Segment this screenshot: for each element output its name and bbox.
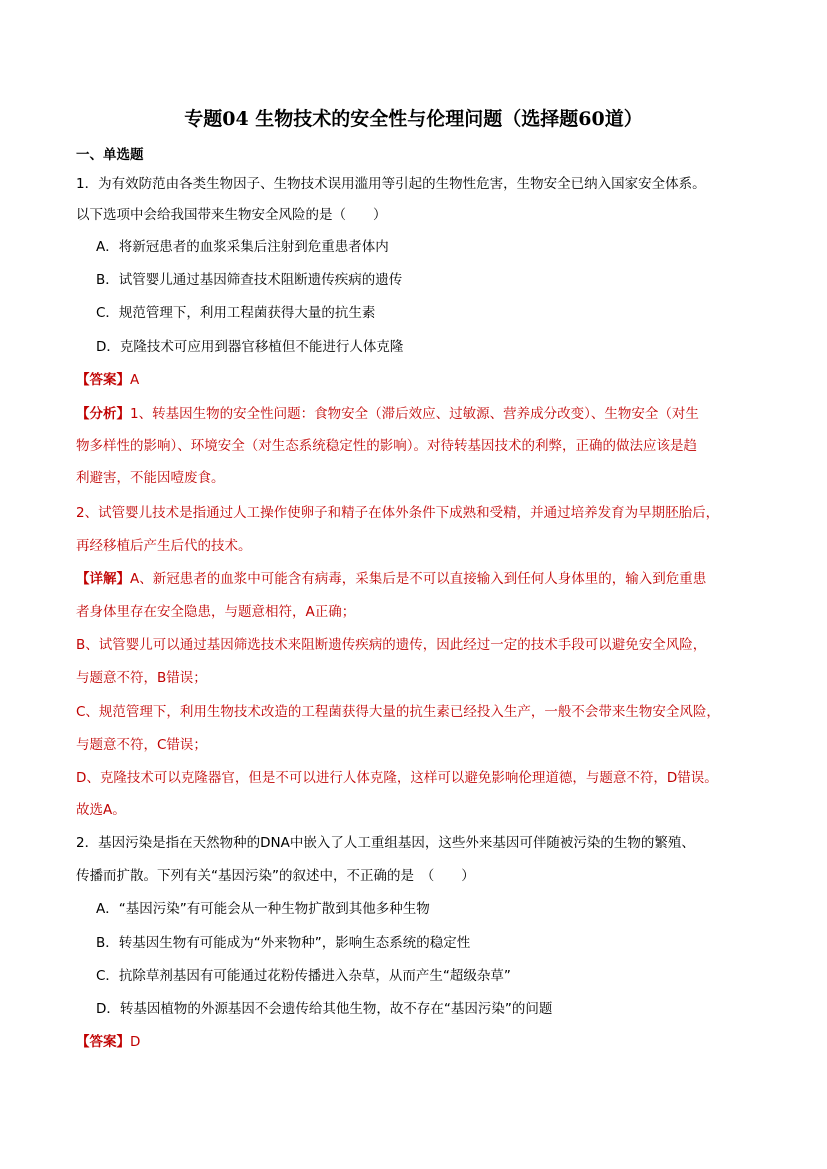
q2-option-c: C．抗除草剂基因有可能通过花粉传播进入杂草，从而产生“超级杂草” [96, 968, 511, 984]
answer-tag: 【答案】 [76, 1034, 130, 1050]
q1-option-a: A．将新冠患者的血浆采集后注射到危重患者体内 [96, 239, 389, 255]
q1-stem-line-1: 1．为有效防范由各类生物因子、生物技术误用滥用等引起的生物性危害，生物安全已纳入国家安全体系。 [76, 176, 706, 192]
detail-tag: 【详解】 [76, 571, 130, 587]
q2-stem-line-2: 传播而扩散。下列有关“基因污染”的叙述中，不正确的是 （ ） [76, 868, 475, 884]
q1-answer [76, 370, 756, 390]
section-heading: 一、单选题 [76, 147, 144, 163]
q1-analysis-line-1 [76, 404, 756, 424]
q1-detail-line-1 [76, 569, 756, 589]
q1-analysis-line-3: 利避害，不能因噎废食。 [76, 470, 225, 486]
q1-option-c: C．规范管理下，利用工程菌获得大量的抗生素 [96, 305, 376, 321]
answer-value: D [130, 1034, 141, 1050]
q1-analysis-line-4: 2、试管婴儿技术是指通过人工操作使卵子和精子在体外条件下成熟和受精，并通过培养发育为早期胚胎后， [76, 505, 720, 521]
q1-option-d: D．克隆技术可应用到器官移植但不能进行人体克隆 [96, 339, 404, 355]
detail-text: A、新冠患者的血浆中可能含有病毒，采集后是不可以直接输入到任何人身体里的，输入到危重患 [130, 571, 707, 587]
q1-analysis-line-2: 物多样性的影响）、环境安全（对生态系统稳定性的影响）。对待转基因技术的利弊，正确的做法应该是趋 [76, 438, 697, 454]
q1-detail-line-3: B、试管婴儿可以通过基因筛选技术来阻断遗传疾病的遗传，因此经过一定的技术手段可以避免安全风险， [76, 637, 707, 653]
answer-value: A [130, 372, 140, 388]
q1-detail-line-8: 故选A。 [76, 802, 126, 818]
q2-stem-line-1: 2．基因污染是指在天然物种的DNA中嵌入了人工重组基因，这些外来基因可伴随被污染的生物的繁殖、 [76, 835, 695, 851]
q1-detail-line-7: D、克隆技术可以克隆器官，但是不可以进行人体克隆，这样可以避免影响伦理道德，与题意不符，D错误。 [76, 770, 718, 786]
q1-detail-line-2: 者身体里存在安全隐患，与题意相符，A正确； [76, 604, 356, 620]
page-title: 专题04 生物技术的安全性与伦理问题（选择题60道） [184, 108, 643, 130]
q1-detail-line-6: 与题意不符，C错误； [76, 737, 207, 753]
q1-detail-line-4: 与题意不符，B错误； [76, 670, 207, 686]
q2-answer [76, 1032, 756, 1052]
analysis-tag: 【分析】 [76, 406, 130, 422]
q1-stem-line-2: 以下选项中会给我国带来生物安全风险的是（ ） [76, 207, 387, 223]
q2-option-d: D．转基因植物的外源基因不会遗传给其他生物，故不存在“基因污染”的问题 [96, 1001, 553, 1017]
analysis-text: 1、转基因生物的安全性问题：食物安全（滞后效应、过敏源、营养成分改变）、生物安全（对生 [130, 406, 699, 422]
q1-detail-line-5: C、规范管理下，利用生物技术改造的工程菌获得大量的抗生素已经投入生产，一般不会带来生物安全风险， [76, 704, 720, 720]
answer-tag: 【答案】 [76, 372, 130, 388]
q2-option-b: B．转基因生物有可能成为“外来物种”，影响生态系统的稳定性 [96, 935, 471, 951]
q1-option-b: B．试管婴儿通过基因筛查技术阻断遗传疾病的遗传 [96, 272, 403, 288]
q1-analysis-line-5: 再经移植后产生后代的技术。 [76, 538, 252, 554]
q2-option-a: A．“基因污染”有可能会从一种生物扩散到其他多种生物 [96, 901, 430, 917]
